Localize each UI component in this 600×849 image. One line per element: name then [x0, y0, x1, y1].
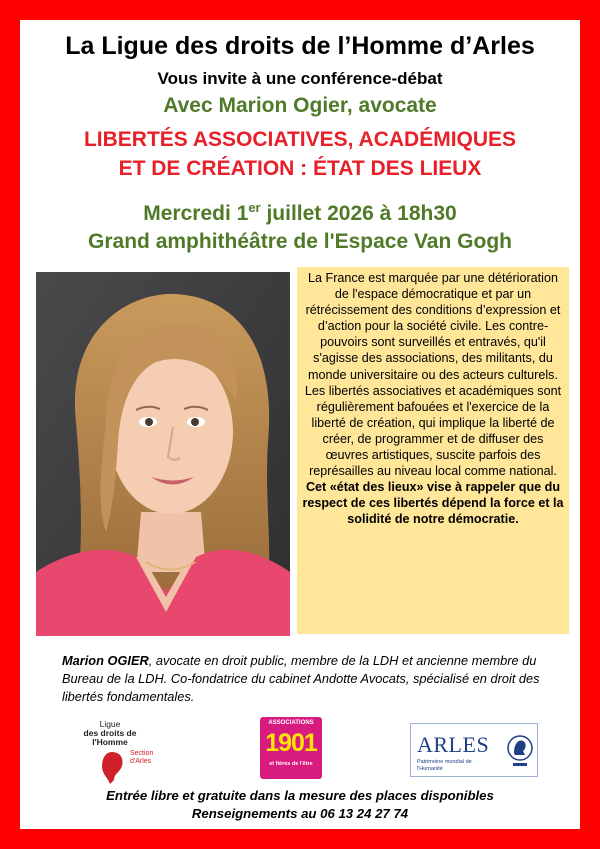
speaker-bio — [62, 652, 568, 706]
associations-logo-tagline: et fières de l'être — [269, 761, 313, 767]
ldh-logo-text — [70, 720, 150, 747]
date-prefix: Mercredi 1 — [143, 202, 249, 225]
ldh-section-2: d'Arles — [130, 758, 152, 765]
bio-name: Marion OGIER — [62, 653, 149, 668]
topic-line-2: ET DE CRÉATION : ÉTAT DES LIEUX — [118, 157, 482, 180]
event-date — [20, 200, 580, 226]
date-ordinal: er — [248, 200, 261, 215]
associations-logo-top: ASSOCIATIONS — [268, 720, 314, 726]
conference-topic — [20, 125, 580, 183]
ldh-logo — [70, 720, 170, 790]
invitation-line: Vous invite à une conférence-débat — [157, 69, 443, 88]
date-suffix: juillet 2026 à 18h30 — [260, 202, 457, 225]
ldh-line-3: l'Homme — [92, 737, 128, 747]
poster — [20, 20, 580, 829]
description-body: La France est marquée par une détérioration de l'espace démocratique et par un rétrécissement des conditions d’expression et d’action pour la société civile. Les contre-pouvoirs sont surveillés et entravés, qu'il s'agisse des associations, des militants, du monde universitaire ou des acteurs culturels. Les libertés associatives et académiques sont régulièrement bafouées et l'exercice de la liberté de création, qui implique la liberté de créer, de programmer et de diffuser des œuvres artistiques, suscite parfois des représailles au niveau local comme national. — [304, 271, 562, 479]
event-venue: Grand amphithéâtre de l'Espace Van Gogh — [88, 230, 512, 253]
bio-text: , avocate en droit public, membre de la LDH et ancienne membre du Bureau de la LDH. Co-fondatrice du cabinet Andotte Avocats, spécialisé en droit des libertés fondamentales. — [62, 653, 540, 704]
associations-1901-logo — [260, 717, 322, 779]
speaker-photo — [36, 272, 290, 636]
description-conclusion: Cet «état des lieux» vise à rappeler que du respect de ces libertés dépend la force et la solidité de notre démocratie. — [302, 480, 564, 527]
arles-lion-seal-icon — [507, 731, 533, 769]
ldh-line-2: des droits de — [83, 728, 137, 738]
footer-contact: Renseignements au 06 13 24 27 74 — [191, 806, 409, 821]
arles-logo-name: ARLES — [417, 732, 490, 757]
arles-city-logo — [410, 723, 538, 777]
arles-logo-subtitle: Patrimoine mondial de l'Humanité — [417, 759, 472, 772]
footer-entry-info: Entrée libre et gratuite dans la mesure des places disponibles — [106, 788, 494, 803]
portrait-illustration — [36, 272, 290, 636]
topic-line-1: LIBERTÉS ASSOCIATIVES, ACADÉMIQUES — [83, 128, 517, 151]
ldh-emblem-icon — [98, 750, 126, 786]
ldh-section-label — [130, 750, 153, 766]
poster-title: La Ligue des droits de l’Homme d’Arles — [65, 32, 535, 60]
description-box — [297, 267, 569, 634]
associations-logo-year: 1901 — [265, 729, 317, 757]
ldh-line-1: Ligue — [99, 719, 121, 729]
ldh-section-1: Section — [130, 750, 154, 757]
speaker-line: Avec Marion Ogier, avocate — [163, 94, 437, 117]
